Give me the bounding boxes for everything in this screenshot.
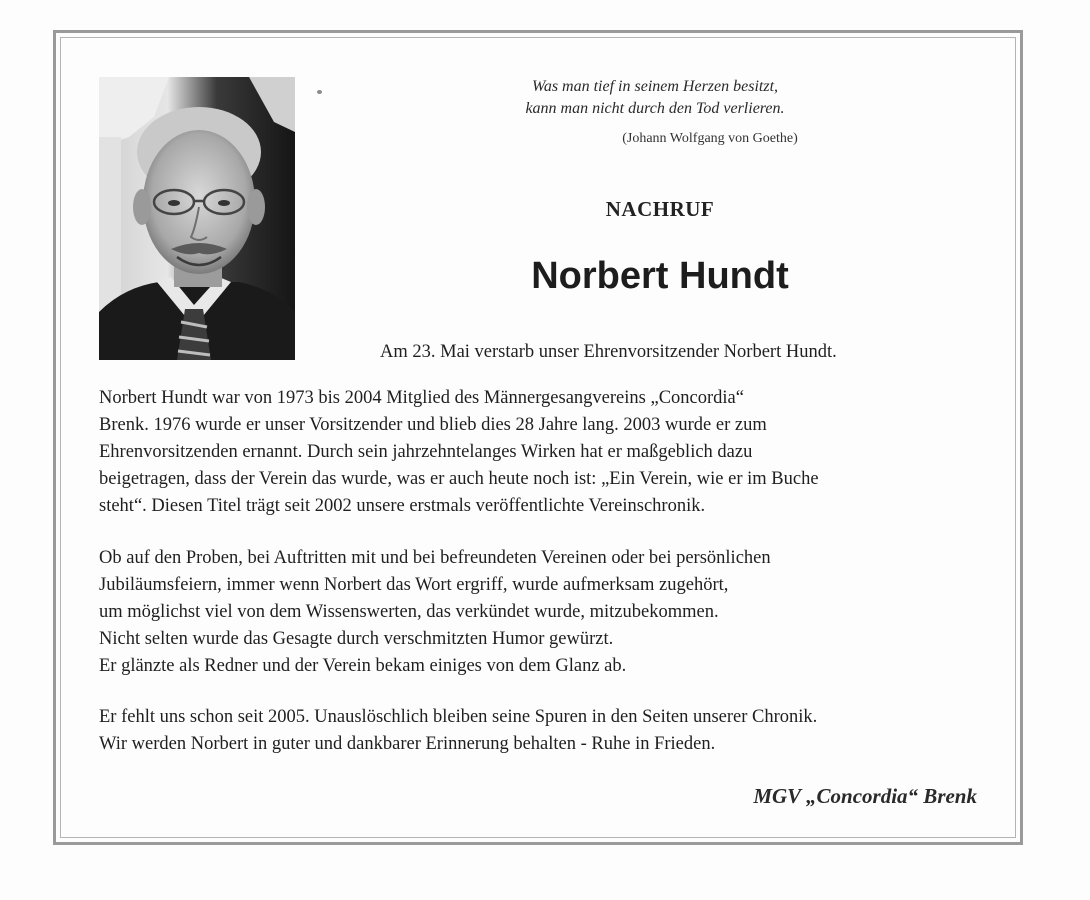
quote-line-1: Was man tief in seinem Herzen besitzt, <box>531 78 779 95</box>
paragraph-line: Jubiläumsfeiern, immer wenn Norbert das Wort ergriff, wurde aufmerksam zugehört, <box>99 575 729 595</box>
paragraph-line: Er fehlt uns schon seit 2005. Unauslöschlich bleiben seine Spuren in den Seiten unserer Chronik. <box>99 707 818 727</box>
paragraph-line: beigetragen, dass der Verein das wurde, was er auch heute noch ist: „Ein Verein, wie er im Buche <box>99 469 819 489</box>
portrait-photo <box>99 77 295 360</box>
paragraph-1 <box>99 385 999 520</box>
paragraph-line: Ob auf den Proben, bei Auftritten mit und bei befreundeten Vereinen oder bei persönlichen <box>99 548 771 568</box>
lead-sentence: Am 23. Mai verstarb unser Ehrenvorsitzender Norbert Hundt. <box>380 342 837 362</box>
paragraph-line: Wir werden Norbert in guter und dankbarer Erinnerung behalten - Ruhe in Frieden. <box>99 734 716 754</box>
scan-speck <box>317 90 322 94</box>
quote-line-2: kann man nicht durch den Tod verlieren. <box>525 100 785 117</box>
paragraph-line: Norbert Hundt war von 1973 bis 2004 Mitglied des Männergesangvereins „Concordia“ <box>99 388 744 408</box>
deceased-name: Norbert Hundt <box>531 255 789 297</box>
paragraph-2 <box>99 545 999 680</box>
signature: MGV „Concordia“ Brenk <box>753 784 977 808</box>
paragraph-line: um möglichst viel von dem Wissenswerten, das verkündet wurde, mitzubekommen. <box>99 602 719 622</box>
obituary-heading: NACHRUF <box>605 197 715 221</box>
paragraph-line: Nicht selten wurde das Gesagte durch verschmitzten Humor gewürzt. <box>99 629 614 649</box>
paragraph-3 <box>99 704 999 758</box>
paragraph-line: Ehrenvorsitzenden ernannt. Durch sein jahrzehntelanges Wirken hat er maßgeblich dazu <box>99 442 753 462</box>
paragraph-line: steht“. Diesen Titel trägt seit 2002 unsere erstmals veröffentlichte Vereinschronik. <box>99 496 706 516</box>
paragraph-line: Brenk. 1976 wurde er unser Vorsitzender und blieb dies 28 Jahre lang. 2003 wurde er zum <box>99 415 767 435</box>
quote-source: (Johann Wolfgang von Goethe) <box>622 131 798 146</box>
paragraph-line: Er glänzte als Redner und der Verein bekam einiges von dem Glanz ab. <box>99 656 627 676</box>
